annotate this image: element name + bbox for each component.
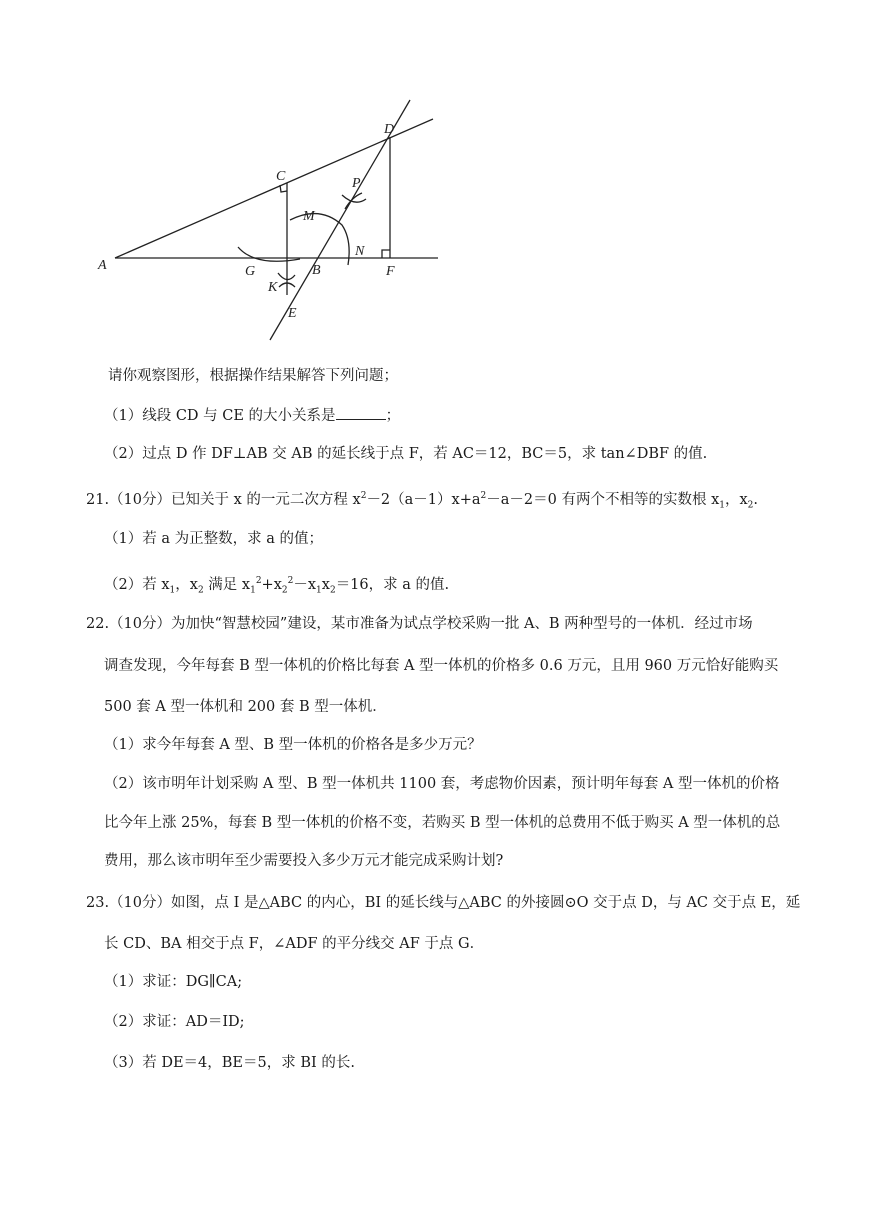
q21-stem-c: －2（a－1）x+a [366, 491, 481, 508]
label-c: C [276, 169, 286, 184]
q20-part1 [104, 405, 400, 425]
q22-part2-line2: 比今年上涨 25%，每套 B 型一体机的价格不变，若购买 B 型一体机的总费用不低于购买 A 型一体机的总 [104, 815, 781, 831]
q21-p2-c: ，x [175, 576, 198, 593]
label-k: K [268, 280, 278, 295]
q21-stem-a: 21.（10分）已知关于 x 的一元二次方程 x [86, 491, 361, 508]
q21-p2-h: +x [261, 576, 282, 593]
q21-p2-i: 2 [281, 585, 288, 596]
q22-part2-line1: （2）该市明年计划采购 A 型、B 型一体机共 1100 套，考虑物价因素，预计明年每套 A 型一体机的价格 [104, 776, 780, 792]
q21-p2-f: 1 [250, 585, 256, 596]
label-g: G [245, 264, 256, 279]
geometry-figure [90, 95, 450, 355]
q23-part3: （3）若 DE＝4，BE＝5，求 BI 的长. [104, 1055, 355, 1071]
q20-part2: （2）过点 D 作 DF⊥AB 交 AB 的延长线于点 F，若 AC＝12，BC＝5，求 tan∠DBF 的值. [104, 446, 708, 462]
q20-part1-end: ； [385, 408, 401, 424]
q21-p2-e: 满足 x [203, 576, 251, 593]
q21-p2-g: 2 [255, 576, 262, 586]
q22-line3: 500 套 A 型一体机和 200 套 B 型一体机． [104, 699, 387, 715]
q21-stem-h: 2 [747, 500, 754, 511]
q21-stem-e: －a－2＝0 有两个不相等的实数根 x [486, 491, 720, 508]
q21-part2 [104, 572, 449, 600]
q20-intro: 请你观察图形，根据操作结果解答下列问题； [108, 368, 398, 384]
q21-p2-b: 1 [169, 585, 176, 596]
label-m: M [303, 209, 315, 224]
label-b: B [312, 263, 321, 278]
q21-stem-d: 2 [480, 491, 487, 501]
q21-stem-b: 2 [360, 491, 367, 501]
q21-stem-f: 1 [719, 500, 725, 511]
label-d: D [384, 122, 395, 137]
q21-p2-l: 1 [316, 585, 322, 596]
q22-line1: 22.（10分）为加快“智慧校园”建设，某市准备为试点学校采购一批 A、B 两种型号的一体机．经过市场 [86, 616, 753, 632]
label-f: F [386, 264, 395, 279]
q21-stem-i: . [753, 491, 759, 508]
label-n: N [355, 244, 365, 259]
label-a: A [98, 258, 107, 273]
arc-mn [290, 214, 349, 265]
q21-stem-g: ，x [724, 491, 748, 508]
right-angle-f [382, 250, 390, 258]
q22-line2: 调查发现，今年每套 B 型一体机的价格比每套 A 型一体机的价格多 0.6 万元，且用 960 万元恰好能购买 [104, 658, 779, 674]
q21-stem [86, 487, 758, 515]
q23-line1: 23.（10分）如图，点 I 是△ABC 的内心，BI 的延长线与△ABC 的外接圆⊙O 交于点 D，与 AC 交于点 E，延 [86, 895, 801, 911]
q21-p2-m: x [321, 576, 330, 593]
q22-part1: （1）求今年每套 A 型、B 型一体机的价格各是多少万元？ [104, 737, 482, 753]
label-e: E [288, 306, 297, 321]
q21-part1: （1）若 a 为正整数，求 a 的值； [104, 531, 323, 547]
q21-p2-o: ＝16，求 a 的值. [335, 576, 450, 593]
q23-line2: 长 CD、BA 相交于点 F，∠ADF 的平分线交 AF 于点 G． [104, 936, 485, 952]
q23-part2: （2）求证：AD＝ID; [104, 1014, 245, 1030]
q21-p2-n: 2 [329, 585, 336, 596]
q21-p2-d: 2 [197, 585, 204, 596]
label-p: P [352, 176, 361, 191]
answer-blank [336, 405, 386, 420]
q21-p2-a: （2）若 x [104, 576, 170, 593]
arc-g [238, 247, 300, 261]
q23-part1: （1）求证：DG∥CA; [104, 974, 243, 990]
q22-part2-line3: 费用，那么该市明年至少需要投入多少万元才能完成采购计划? [104, 853, 504, 869]
q21-p2-j: 2 [287, 576, 294, 586]
q21-p2-k: －x [293, 576, 317, 593]
q20-part1-text: （1）线段 CD 与 CE 的大小关系是 [104, 408, 336, 424]
line-ad [115, 119, 433, 258]
